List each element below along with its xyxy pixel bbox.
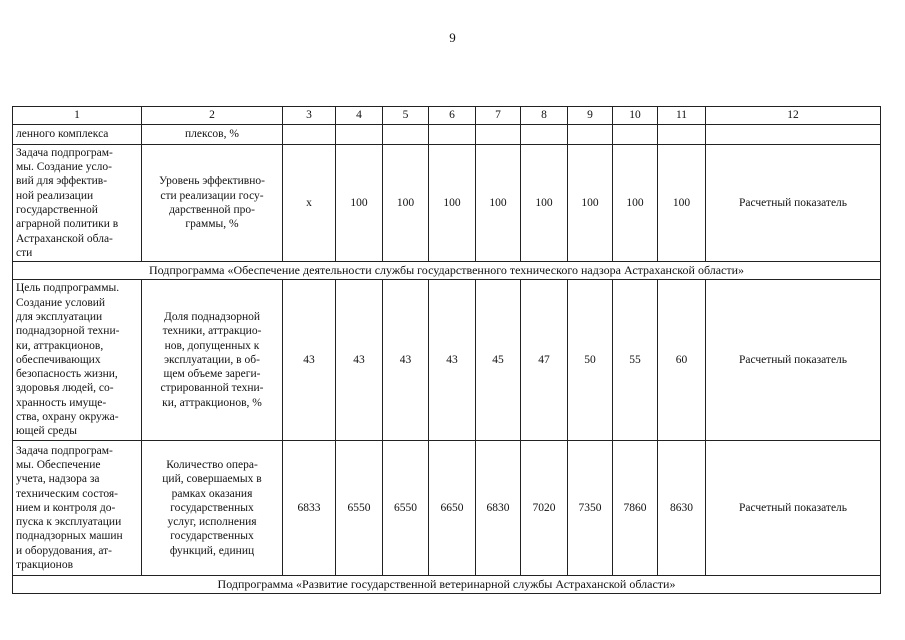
goal-value: 45 — [476, 280, 521, 441]
header-cell-6: 6 — [429, 107, 476, 125]
indicators-table — [12, 106, 881, 594]
empty-cell — [336, 125, 383, 145]
section-title: Подпрограмма «Развитие государственной ветеринарной службы Астраханской области» — [13, 576, 881, 594]
empty-cell — [476, 125, 521, 145]
section-row-tech-supervision — [13, 262, 881, 280]
header-cell-8: 8 — [521, 107, 568, 125]
header-cell-10: 10 — [613, 107, 658, 125]
header-cell-1: 1 — [13, 107, 142, 125]
continuation-row — [13, 125, 881, 145]
task1-value: 100 — [613, 145, 658, 262]
task2-value: 8630 — [658, 441, 706, 576]
task2-value: 7020 — [521, 441, 568, 576]
continuation-col2: плексов, % — [142, 125, 283, 145]
task2-method: Расчетный показатель — [706, 441, 881, 576]
page-number: 9 — [449, 30, 456, 45]
task2-description: Задача подпрограм- мы. Обеспечение учета, надзора за техническим состоя- нием и контроля до- пуска к эксплуатации поднадзорных машин и оборудования, ат- тракционов — [13, 441, 142, 576]
empty-cell — [283, 125, 336, 145]
task1-value: 100 — [429, 145, 476, 262]
goal-value: 43 — [429, 280, 476, 441]
task2-indicator: Количество опера- ций, совершаемых в рамках оказания государственных услуг, исполнения государственных функций, единиц — [142, 441, 283, 576]
empty-cell — [383, 125, 429, 145]
header-cell-3: 3 — [283, 107, 336, 125]
table-row-goal — [13, 280, 881, 441]
task1-value: 100 — [383, 145, 429, 262]
task2-value: 6833 — [283, 441, 336, 576]
goal-value: 43 — [336, 280, 383, 441]
empty-cell — [706, 125, 881, 145]
header-cell-12: 12 — [706, 107, 881, 125]
task2-value: 6550 — [336, 441, 383, 576]
goal-description: Цель подпрограммы. Создание условий для эксплуатации поднадзорной техни- ки, аттракционов, обеспечивающих безопасность жизни, здоровья людей, со- хранность имуще- ства, охрану окружа- ющей среды — [13, 280, 142, 441]
task1-method: Расчетный показатель — [706, 145, 881, 262]
task1-indicator: Уровень эффективно- сти реализации госу- дарственной про- граммы, % — [142, 145, 283, 262]
task1-description: Задача подпрограм- мы. Создание усло- вий для эффектив- ной реализации государственной аграрной политики в Астраханской обла- сти — [13, 145, 142, 262]
task2-value: 7860 — [613, 441, 658, 576]
section-row-veterinary — [13, 576, 881, 594]
goal-value: 43 — [283, 280, 336, 441]
goal-indicator: Доля поднадзорной техники, аттракцио- нов, допущенных к эксплуатации, в об- щем объеме зареги- стрированной техни- ки, аттракционов, % — [142, 280, 283, 441]
task1-value: x — [283, 145, 336, 262]
empty-cell — [613, 125, 658, 145]
table-row-task1 — [13, 145, 881, 262]
goal-value: 55 — [613, 280, 658, 441]
header-cell-11: 11 — [658, 107, 706, 125]
empty-cell — [568, 125, 613, 145]
continuation-col1: ленного комплекса — [13, 125, 142, 145]
goal-method: Расчетный показатель — [706, 280, 881, 441]
task2-value: 6550 — [383, 441, 429, 576]
task2-value: 7350 — [568, 441, 613, 576]
header-cell-4: 4 — [336, 107, 383, 125]
empty-cell — [521, 125, 568, 145]
goal-value: 60 — [658, 280, 706, 441]
task2-value: 6830 — [476, 441, 521, 576]
empty-cell — [429, 125, 476, 145]
task2-value: 6650 — [429, 441, 476, 576]
section-title: Подпрограмма «Обеспечение деятельности службы государственного технического надзора Астраханской области» — [13, 262, 881, 280]
header-cell-9: 9 — [568, 107, 613, 125]
header-row — [13, 107, 881, 125]
task1-value: 100 — [336, 145, 383, 262]
task1-value: 100 — [476, 145, 521, 262]
header-cell-5: 5 — [383, 107, 429, 125]
goal-value: 50 — [568, 280, 613, 441]
goal-value: 47 — [521, 280, 568, 441]
header-cell-2: 2 — [142, 107, 283, 125]
header-cell-7: 7 — [476, 107, 521, 125]
empty-cell — [658, 125, 706, 145]
task1-value: 100 — [521, 145, 568, 262]
goal-value: 43 — [383, 280, 429, 441]
task1-value: 100 — [658, 145, 706, 262]
table-row-task2 — [13, 441, 881, 576]
task1-value: 100 — [568, 145, 613, 262]
